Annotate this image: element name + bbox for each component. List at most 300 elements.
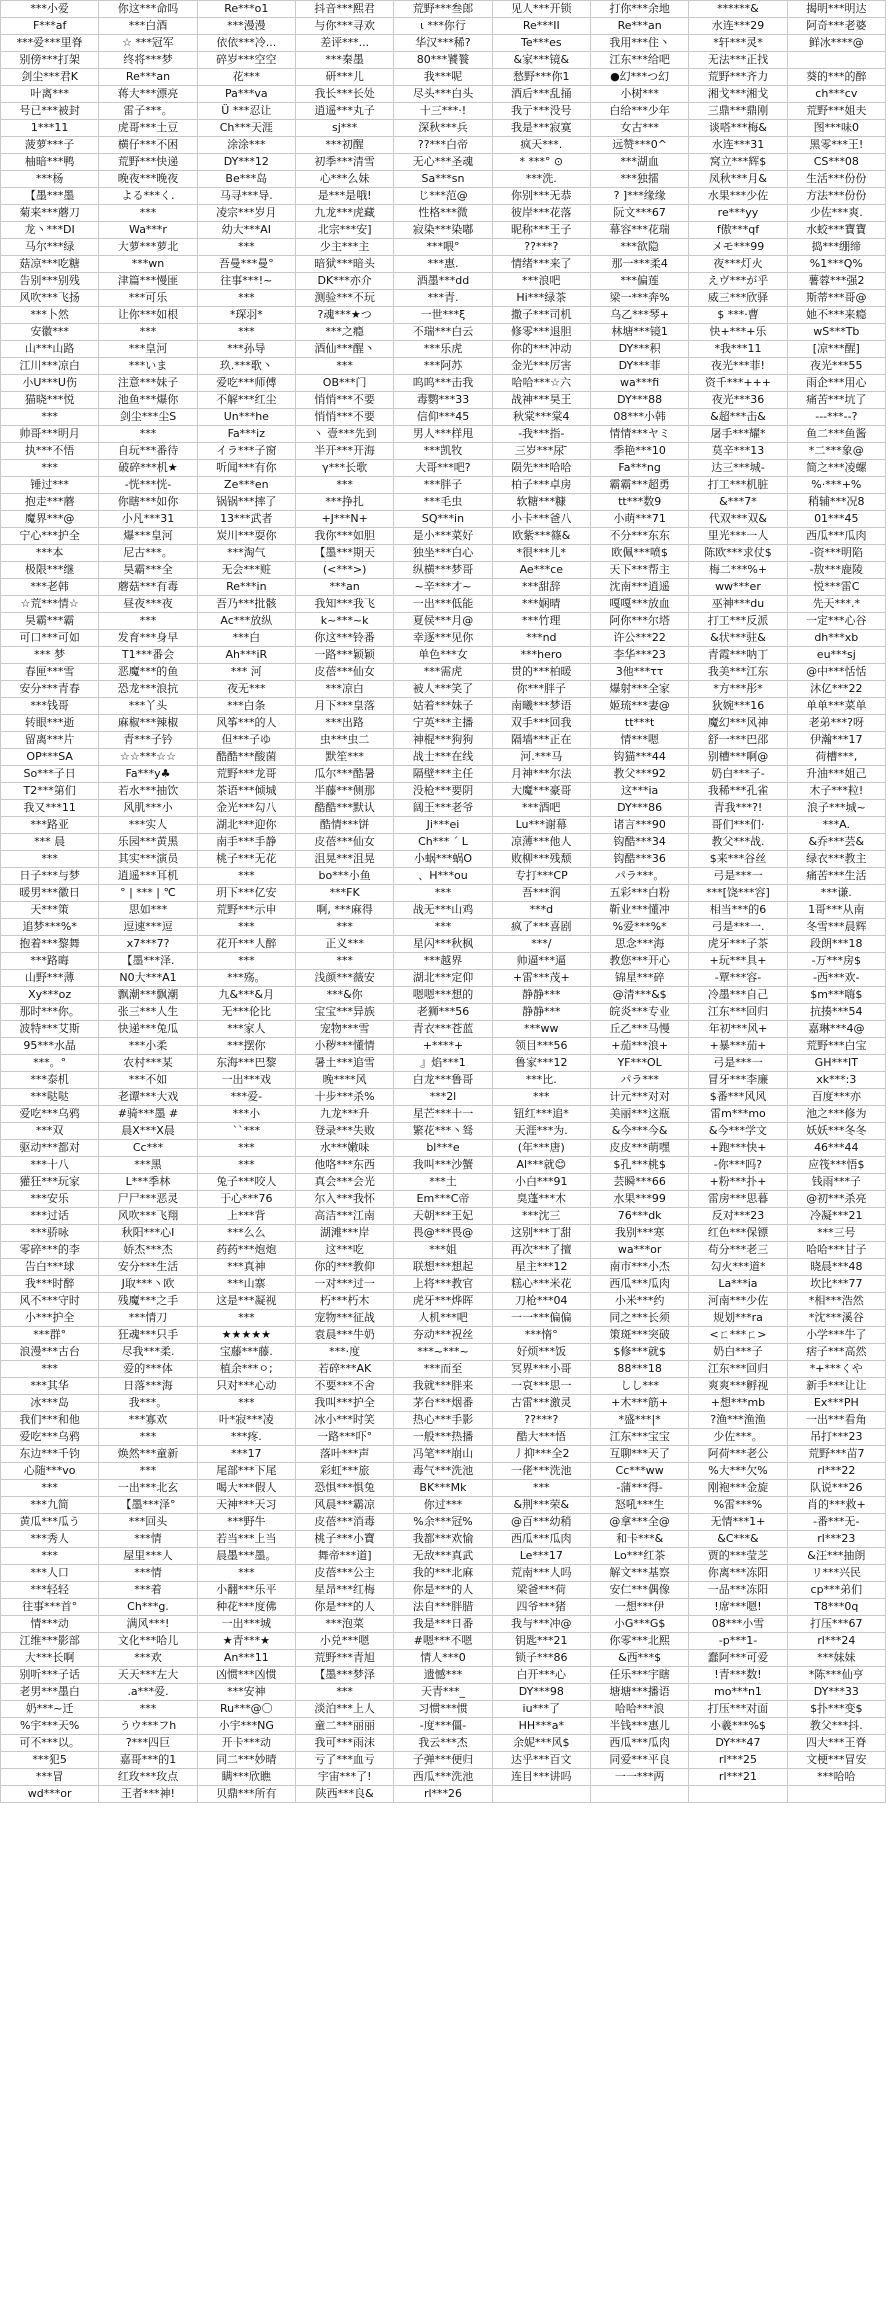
table-cell: 屋里***人 xyxy=(99,1548,197,1565)
table-row xyxy=(1,1786,886,1803)
table-cell: re***yy xyxy=(689,205,787,222)
table-row xyxy=(1,1395,886,1412)
table-cell: 那一***柔4 xyxy=(590,256,688,273)
table-cell: 兔子***咬人 xyxy=(197,1174,295,1191)
table-cell: 你过*** xyxy=(394,1497,492,1514)
table-cell: 雷m***mo xyxy=(689,1106,787,1123)
table-cell: 霸霸***超勇 xyxy=(590,477,688,494)
table-cell: 青我***?! xyxy=(689,800,787,817)
table-cell: ***十八 xyxy=(1,1157,99,1174)
table-cell: ***凯牧 xyxy=(394,443,492,460)
table-cell: 三鼎***鼎刚 xyxy=(689,103,787,120)
table-cell: 76***dk xyxy=(590,1208,688,1225)
table-cell: ***欢 xyxy=(99,1650,197,1667)
table-cell: *** xyxy=(295,477,393,494)
table-cell: rl***26 xyxy=(394,1786,492,1803)
table-cell: 我***。 xyxy=(99,1395,197,1412)
table-cell: Re***ΙΙ xyxy=(492,18,590,35)
table-cell: 执***不悟 xyxy=(1,443,99,460)
table-cell: ***黑 xyxy=(99,1157,197,1174)
table-cell: Te***es xyxy=(492,35,590,52)
table-cell: 于心***76 xyxy=(197,1191,295,1208)
table-cell: ***安神 xyxy=(197,1684,295,1701)
table-cell: 冷凝***21 xyxy=(787,1208,885,1225)
table-cell: 08***小韩 xyxy=(590,409,688,426)
table-cell: +玩***具+ xyxy=(689,953,787,970)
table-row xyxy=(1,1650,886,1667)
table-cell: ***洗. xyxy=(492,171,590,188)
table-cell: 弓是***一. xyxy=(689,919,787,936)
table-cell: 生活***份份 xyxy=(787,171,885,188)
table-body xyxy=(1,1,886,1803)
table-cell: 弓是***一 xyxy=(689,868,787,885)
table-cell: 无会***赃 xyxy=(197,562,295,579)
table-cell: 嘎嘎***放血 xyxy=(590,596,688,613)
table-cell: Xy***oz xyxy=(1,987,99,1004)
table-cell: iu***了 xyxy=(492,1701,590,1718)
table-cell: cp***弟们 xyxy=(787,1582,885,1599)
table-cell: 一出***看角 xyxy=(787,1412,885,1429)
table-cell: 晚夜***晚夜 xyxy=(99,171,197,188)
table-row xyxy=(1,137,886,154)
table-cell: %雷***% xyxy=(689,1497,787,1514)
table-cell: %1***Q% xyxy=(787,256,885,273)
table-cell: 华汉***稀? xyxy=(394,35,492,52)
table-cell: &今***今& xyxy=(590,1123,688,1140)
table-cell: 横仔***不困 xyxy=(99,137,197,154)
table-cell: 无法***正找 xyxy=(689,52,787,69)
table-cell: $修***就$ xyxy=(590,1344,688,1361)
table-cell: 我就***胖来 xyxy=(394,1378,492,1395)
table-cell: 九龙***虎藏 xyxy=(295,205,393,222)
table-row xyxy=(1,69,886,86)
table-row xyxy=(1,596,886,613)
table-cell: *** xyxy=(99,205,197,222)
table-cell: $番***风风 xyxy=(689,1089,787,1106)
table-cell: 一哀***思一 xyxy=(492,1378,590,1395)
table-cell: 图***味0 xyxy=(787,120,885,137)
table-cell: 安徽*** xyxy=(1,324,99,341)
table-cell: 恶魔***的鱼 xyxy=(99,664,197,681)
table-cell: 无心***圣魂 xyxy=(394,154,492,171)
table-cell: 你是***的人 xyxy=(394,1582,492,1599)
table-row xyxy=(1,817,886,834)
table-cell: 1哥***从南 xyxy=(787,902,885,919)
table-row xyxy=(1,715,886,732)
table-row xyxy=(1,1310,886,1327)
table-cell: 愁野***你1 xyxy=(492,69,590,86)
table-cell: 宠物***征战 xyxy=(295,1310,393,1327)
table-cell: 一一***两 xyxy=(590,1769,688,1786)
table-cell: 上将***教官 xyxy=(394,1276,492,1293)
table-cell: bl***e xyxy=(394,1140,492,1157)
table-cell: 奶***~迁 xyxy=(1,1701,99,1718)
table-cell: 联想***想起 xyxy=(394,1259,492,1276)
table-cell: 瓜尔***酷暑 xyxy=(295,766,393,783)
table-cell: 遗憾*** xyxy=(394,1667,492,1684)
table-cell: 月神***尔法 xyxy=(492,766,590,783)
table-cell: ***甜辞 xyxy=(492,579,590,596)
table-cell: ***an xyxy=(295,579,393,596)
table-cell: -蒲***得- xyxy=(590,1480,688,1497)
table-cell: 浪漫***古台 xyxy=(1,1344,99,1361)
table-cell: 冰小***时笑 xyxy=(295,1412,393,1429)
table-cell: 策斑***突破 xyxy=(590,1327,688,1344)
table-cell: 百度***亦 xyxy=(787,1089,885,1106)
table-cell: 我你***如胆 xyxy=(295,528,393,545)
table-cell: 昊霸***霸 xyxy=(1,613,99,630)
table-cell: 苟分***老三 xyxy=(689,1242,787,1259)
table-cell: rl***24 xyxy=(787,1633,885,1650)
table-cell: 鱼二***鱼酱 xyxy=(787,426,885,443)
table-cell: ? ]***缘缘 xyxy=(590,188,688,205)
table-cell: ***小 xyxy=(197,1106,295,1123)
table-cell: ***骄咏 xyxy=(1,1225,99,1242)
table-cell: 五彩***白粉 xyxy=(590,885,688,902)
table-cell: 小G***G$ xyxy=(590,1616,688,1633)
table-cell: 这别***丁甜 xyxy=(492,1225,590,1242)
table-cell: 追梦***%* xyxy=(1,919,99,936)
table-cell: ?渔***渔渔 xyxy=(689,1412,787,1429)
table-cell: 种花***度佛 xyxy=(197,1599,295,1616)
table-cell: *很***儿* xyxy=(492,545,590,562)
table-cell: 西瓜***瓜肉 xyxy=(590,1276,688,1293)
table-cell: Ah***iR xyxy=(197,647,295,664)
table-cell: 宠物***雪 xyxy=(295,1021,393,1038)
table-cell: 少佐***爽. xyxy=(787,205,885,222)
table-cell: 毒鹦***33 xyxy=(394,392,492,409)
table-cell: 瞒***欣瞧 xyxy=(197,1769,295,1786)
table-cell: 龙丶***DI xyxy=(1,222,99,239)
table-cell: 靳业***懂冲 xyxy=(590,902,688,919)
table-cell: 江东***宝宝 xyxy=(590,1429,688,1446)
table-cell: 天下***帮主 xyxy=(590,562,688,579)
table-cell: 荷槽***, xyxy=(787,749,885,766)
table-row xyxy=(1,1514,886,1531)
table-cell: ***2l xyxy=(394,1089,492,1106)
table-cell: 别槽***啊@ xyxy=(689,749,787,766)
table-row xyxy=(1,1378,886,1395)
table-cell: 夜***灯火 xyxy=(689,256,787,273)
table-cell: 波特***艾斯 xyxy=(1,1021,99,1038)
table-cell: 凤秋***月& xyxy=(689,171,787,188)
table-cell: Ü ***忍让 xyxy=(197,103,295,120)
table-cell: ***需虎 xyxy=(394,664,492,681)
table-cell: tt***t xyxy=(590,715,688,732)
table-cell: wa***fi xyxy=(590,375,688,392)
table-cell: ***爱***里脊 xyxy=(1,35,99,52)
table-cell: 四爷***猪 xyxy=(492,1599,590,1616)
table-cell: ***其华 xyxy=(1,1378,99,1395)
table-cell: 注意***妹子 xyxy=(99,375,197,392)
table-cell: 任乐***宇瞎 xyxy=(590,1667,688,1684)
table-cell: ``*** xyxy=(197,1123,295,1140)
table-cell: DY***88 xyxy=(590,392,688,409)
table-cell: &乔***芸& xyxy=(787,834,885,851)
table-cell: 雷房***思暮 xyxy=(689,1191,787,1208)
table-cell: 隔壁***主任 xyxy=(394,766,492,783)
table-cell: ***可乐 xyxy=(99,290,197,307)
table-cell: *** xyxy=(1,409,99,426)
table-cell: *** xyxy=(197,239,295,256)
table-cell: 留离***片 xyxy=(1,732,99,749)
table-cell: #嗯***不嗯 xyxy=(394,1633,492,1650)
table-cell: ***情 xyxy=(99,1565,197,1582)
table-cell: 月下***皇落 xyxy=(295,698,393,715)
table-cell: 白给***少年 xyxy=(590,103,688,120)
table-row xyxy=(1,1735,886,1752)
table-cell: 浪子***城~ xyxy=(787,800,885,817)
table-cell: ***浪吧 xyxy=(492,273,590,290)
table-cell: *** 晨 xyxy=(1,834,99,851)
table-cell: 阮文***67 xyxy=(590,205,688,222)
table-cell: 我别***寒 xyxy=(590,1225,688,1242)
table-cell: 钩酷***34 xyxy=(590,834,688,851)
table-cell: 九龙***升 xyxy=(295,1106,393,1123)
table-row xyxy=(1,1004,886,1021)
table-cell: &C***& xyxy=(689,1531,787,1548)
table-cell: DY***12 xyxy=(197,154,295,171)
table-cell: 他咯***东西 xyxy=(295,1157,393,1174)
table-cell: 夏侯***月@ xyxy=(394,613,492,630)
table-cell: ***[饶***容] xyxy=(689,885,787,902)
table-cell: ***漫漫 xyxy=(197,18,295,35)
table-row xyxy=(1,1701,886,1718)
table-cell: ***山寨 xyxy=(197,1276,295,1293)
table-row xyxy=(1,1293,886,1310)
table-cell: ***胖子 xyxy=(394,477,492,494)
table-cell: 你是***的人 xyxy=(295,1599,393,1616)
table-cell xyxy=(787,52,885,69)
table-cell: ?魂***★つ xyxy=(295,307,393,324)
table-row xyxy=(1,1276,886,1293)
table-cell: *陈***仙亨 xyxy=(787,1667,885,1684)
table-cell: -你***吗? xyxy=(689,1157,787,1174)
table-cell: 法自***胖腊 xyxy=(394,1599,492,1616)
table-cell: 臭蓬***木 xyxy=(492,1191,590,1208)
table-row xyxy=(1,1208,886,1225)
table-cell: *** 梦 xyxy=(1,647,99,664)
table-cell: 山野***薄 xyxy=(1,970,99,987)
table-cell: ***·度 xyxy=(295,1344,393,1361)
table-cell: ***三号 xyxy=(787,1225,885,1242)
table-cell: 钱雨***子 xyxy=(787,1174,885,1191)
table-cell: 抗揍***54 xyxy=(787,1004,885,1021)
table-cell: OB***门 xyxy=(295,375,393,392)
table-cell: F***af xyxy=(1,18,99,35)
table-cell: DY***98 xyxy=(492,1684,590,1701)
table-cell: Re***in xyxy=(197,579,295,596)
table-cell: *** xyxy=(99,1429,197,1446)
table-cell: 新手***让让 xyxy=(787,1378,885,1395)
table-row xyxy=(1,494,886,511)
table-cell: 01***45 xyxy=(787,511,885,528)
table-row xyxy=(1,1684,886,1701)
table-cell: 嘉哥***的1 xyxy=(99,1752,197,1769)
table-cell: 一品***冻阳 xyxy=(689,1582,787,1599)
table-cell: *** 河 xyxy=(197,664,295,681)
table-cell: 队说***26 xyxy=(787,1480,885,1497)
table-cell: 奶白***子- xyxy=(689,766,787,783)
table-cell: ***群° xyxy=(1,1327,99,1344)
table-cell: 子弹***便归 xyxy=(394,1752,492,1769)
table-cell: *** xyxy=(1,851,99,868)
table-cell: 红玫***玫点 xyxy=(99,1769,197,1786)
table-cell: ***~***~ xyxy=(394,1344,492,1361)
table-cell: 捣***绷缔 xyxy=(787,239,885,256)
table-cell: 简之***凌螺 xyxy=(787,460,885,477)
table-cell: 我叫***沙蟹 xyxy=(394,1157,492,1174)
table-cell: 昼夜***夜 xyxy=(99,596,197,613)
table-cell: ***娴晴 xyxy=(492,596,590,613)
table-cell: -恍***恍- xyxy=(99,477,197,494)
table-row xyxy=(1,1174,886,1191)
table-cell: ***毛虫 xyxy=(394,494,492,511)
table-cell: 告白***球 xyxy=(1,1259,99,1276)
table-cell: ***安乐 xyxy=(1,1191,99,1208)
table-cell: Re***an xyxy=(590,18,688,35)
table-cell: 不瑞***白云 xyxy=(394,324,492,341)
table-cell: 菇凉***吃糖 xyxy=(1,256,99,273)
table-cell: ***喂° xyxy=(394,239,492,256)
table-row xyxy=(1,1157,886,1174)
table-cell: ***沈三 xyxy=(492,1208,590,1225)
table-cell: 神棍***狗狗 xyxy=(394,732,492,749)
table-cell: 驱动***都对 xyxy=(1,1140,99,1157)
table-row xyxy=(1,1361,886,1378)
table-cell: 同二***妙晴 xyxy=(197,1752,295,1769)
table-cell: 段朗***18 xyxy=(787,936,885,953)
table-cell: 彩虹***旅 xyxy=(295,1463,393,1480)
table-cell xyxy=(787,1786,885,1803)
table-cell: ***偏莲 xyxy=(590,273,688,290)
table-cell: 池鱼***爆你 xyxy=(99,392,197,409)
table-cell: 大魔***豪哥 xyxy=(492,783,590,800)
table-cell: 欧紫***篠& xyxy=(492,528,590,545)
table-cell: *** xyxy=(197,953,295,970)
table-cell: 姑着***妹子 xyxy=(394,698,492,715)
table-cell: ***A. xyxy=(787,817,885,834)
table-cell: 真会***会光 xyxy=(295,1174,393,1191)
table-cell: 领目***56 xyxy=(492,1038,590,1055)
table-cell: 河.***马 xyxy=(492,749,590,766)
table-cell: 打压***对面 xyxy=(689,1701,787,1718)
table-cell xyxy=(590,1786,688,1803)
table-cell: 贯的***柏暖 xyxy=(492,664,590,681)
table-cell: Cc***ww xyxy=(590,1463,688,1480)
table-row xyxy=(1,1616,886,1633)
table-cell: ??***白帝 xyxy=(394,137,492,154)
table-cell: 男人***样甩 xyxy=(394,426,492,443)
table-cell: 我与***冲@ xyxy=(492,1616,590,1633)
table-row xyxy=(1,1565,886,1582)
table-cell: *** xyxy=(295,919,393,936)
table-cell: 啊, ***麻得 xyxy=(295,902,393,919)
table-cell: リ***兴民 xyxy=(787,1565,885,1582)
table-cell: $孔***桃$ xyxy=(590,1157,688,1174)
table-cell: 修零***退胆 xyxy=(492,324,590,341)
table-cell: 悄悄***不要 xyxy=(295,392,393,409)
table-cell: <ㄈ***ㄈ> xyxy=(689,1327,787,1344)
table-cell: 屠手***耀* xyxy=(689,426,787,443)
table-cell: 极限***继 xyxy=(1,562,99,579)
table-cell: 纵横***梦哥 xyxy=(394,562,492,579)
table-cell: 天涯***为. xyxy=(492,1123,590,1140)
table-cell: DY***33 xyxy=(787,1684,885,1701)
table-cell: -覃***容- xyxy=(689,970,787,987)
table-cell: 花开***人醉 xyxy=(197,936,295,953)
table-cell: 茶语***倾城 xyxy=(197,783,295,800)
table-cell: 晨墨***墨。 xyxy=(197,1548,295,1565)
table-cell: 畏@***畏@ xyxy=(394,1225,492,1242)
table-cell: 酷酷***默认 xyxy=(295,800,393,817)
table-cell: ***姐 xyxy=(394,1242,492,1259)
table-cell: ***淘气 xyxy=(197,545,295,562)
table-cell: 痛苦***生活 xyxy=(787,868,885,885)
table-cell: 你这***命吗 xyxy=(99,1,197,18)
table-cell: 哈哈***☆六 xyxy=(492,375,590,392)
table-cell: 黑零***王! xyxy=(787,137,885,154)
table-cell: 逍遥***耳机 xyxy=(99,868,197,885)
table-cell: OP***SA xyxy=(1,749,99,766)
table-cell: %爱***%* xyxy=(590,919,688,936)
table-cell: *** xyxy=(295,953,393,970)
table-cell: 一对***过一 xyxy=(295,1276,393,1293)
table-cell: 见人***开锁 xyxy=(492,1,590,18)
table-cell: Le***17 xyxy=(492,1548,590,1565)
table-cell: 冰***岛 xyxy=(1,1395,99,1412)
table-cell: 小秽***懂情 xyxy=(295,1038,393,1055)
table-row xyxy=(1,18,886,35)
table-cell: 皮蓓***消毒 xyxy=(295,1514,393,1531)
table-cell: 奶白***子 xyxy=(689,1344,787,1361)
table-row xyxy=(1,562,886,579)
table-cell: ***双 xyxy=(1,1123,99,1140)
table-cell: ***泡菜 xyxy=(295,1616,393,1633)
table-cell: 农村***某 xyxy=(99,1055,197,1072)
table-cell: 爱的***体 xyxy=(99,1361,197,1378)
table-row xyxy=(1,1,886,18)
table-cell: 哥们***们· xyxy=(689,817,787,834)
table-cell: 嘉琳***4@ xyxy=(787,1021,885,1038)
table-cell: *** xyxy=(99,613,197,630)
table-row xyxy=(1,1106,886,1123)
table-cell: 别傍***打架 xyxy=(1,52,99,69)
table-cell: 恐龙***浪抗 xyxy=(99,681,197,698)
table-row xyxy=(1,783,886,800)
table-cell: 小米***约 xyxy=(590,1293,688,1310)
table-cell: 1***11 xyxy=(1,120,99,137)
table-cell: 吾曼***曼° xyxy=(197,256,295,273)
table-cell: *** xyxy=(197,1157,295,1174)
table-cell: 13***武者 xyxy=(197,511,295,528)
table-cell: 打你***余地 xyxy=(590,1,688,18)
table-row xyxy=(1,1497,886,1514)
table-cell: 打压***67 xyxy=(787,1616,885,1633)
table-cell: 【墨***泽. xyxy=(99,953,197,970)
table-row xyxy=(1,1344,886,1361)
table-cell: Fa***iz xyxy=(197,426,295,443)
table-cell: 帅逼***逼 xyxy=(492,953,590,970)
table-cell: 药药***炮炮 xyxy=(197,1242,295,1259)
table-cell: BK***Mk xyxy=(394,1480,492,1497)
table-row xyxy=(1,545,886,562)
table-cell: ***谦. xyxy=(787,885,885,902)
table-cell: 沮晃***沮晃 xyxy=(295,851,393,868)
table-cell: 尽我***柔. xyxy=(99,1344,197,1361)
table-cell: 同之***长须 xyxy=(590,1310,688,1327)
table-cell: 你***胖子 xyxy=(492,681,590,698)
